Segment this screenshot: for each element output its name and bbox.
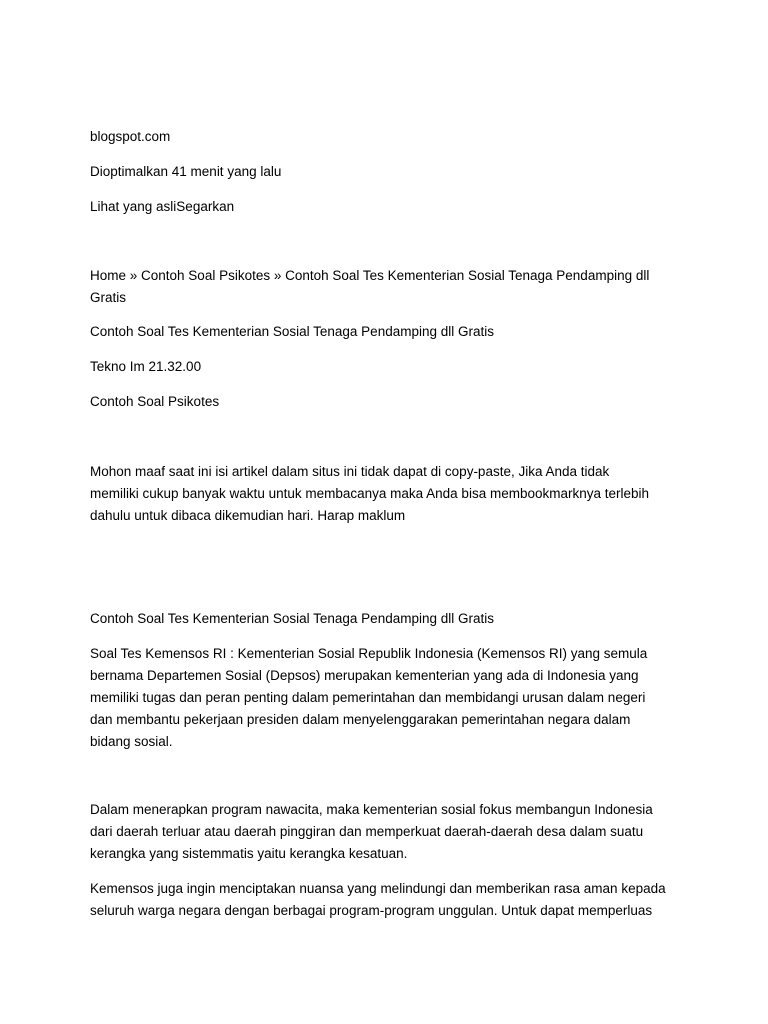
breadcrumb-line: Gratis [90, 290, 127, 305]
paragraph-line: kerangka yang sistemmatis yaitu kerangka kesatuan. [90, 846, 408, 861]
paragraph-line: Soal Tes Kemensos RI : Kementerian Sosial Republik Indonesia (Kemensos RI) yang semula [90, 646, 648, 661]
view-original-refresh-links[interactable]: Lihat yang asliSegarkan [90, 199, 235, 214]
source-domain: blogspot.com [90, 129, 171, 144]
copy-notice [90, 461, 680, 527]
paragraph-nawacita [90, 799, 680, 865]
paragraph-line: Kemensos juga ingin menciptakan nuansa yang melindungi dan memberikan rasa aman kepada [90, 881, 666, 896]
paragraph-intro [90, 643, 680, 753]
notice-line: Mohon maaf saat ini isi artikel dalam situs ini tidak dapat di copy-paste, Jika Anda tidak [90, 464, 610, 479]
paragraph-line: dari daerah terluar atau daerah pinggiran dan memperkuat daerah-daerah desa dalam suatu [90, 824, 644, 839]
optimized-timestamp: Dioptimalkan 41 menit yang lalu [90, 164, 282, 179]
paragraph-line: memiliki tugas dan peran penting dalam pemerintahan dan membidangi urusan dalam negeri [90, 690, 646, 705]
article-meta: Tekno Im 21.32.00 [90, 359, 202, 374]
article-subtitle: Contoh Soal Tes Kementerian Sosial Tenaga Pendamping dll Gratis [90, 611, 494, 626]
breadcrumb[interactable] [90, 265, 680, 309]
paragraph-line: bidang sosial. [90, 734, 173, 749]
breadcrumb-line: Home » Contoh Soal Psikotes » Contoh Soal Tes Kementerian Sosial Tenaga Pendamping dll [90, 268, 650, 283]
article-title: Contoh Soal Tes Kementerian Sosial Tenaga Pendamping dll Gratis [90, 324, 494, 339]
article-category[interactable]: Contoh Soal Psikotes [90, 394, 220, 409]
paragraph-line: Dalam menerapkan program nawacita, maka kementerian sosial fokus membangun Indonesia [90, 802, 653, 817]
paragraph-line: bernama Departemen Sosial (Depsos) merupakan kementerian yang ada di Indonesia yang [90, 668, 639, 683]
notice-line: dahulu untuk dibaca dikemudian hari. Harap maklum [90, 508, 406, 523]
notice-line: memiliki cukup banyak waktu untuk membacanya maka Anda bisa membookmarknya terlebih [90, 486, 650, 501]
paragraph-line: dan membantu pekerjaan presiden dalam menyelenggarakan pemerintahan negara dalam [90, 712, 631, 727]
paragraph-line: seluruh warga negara dengan berbagai program-program unggulan. Untuk dapat memperluas [90, 903, 653, 918]
paragraph-kemensos [90, 878, 680, 922]
